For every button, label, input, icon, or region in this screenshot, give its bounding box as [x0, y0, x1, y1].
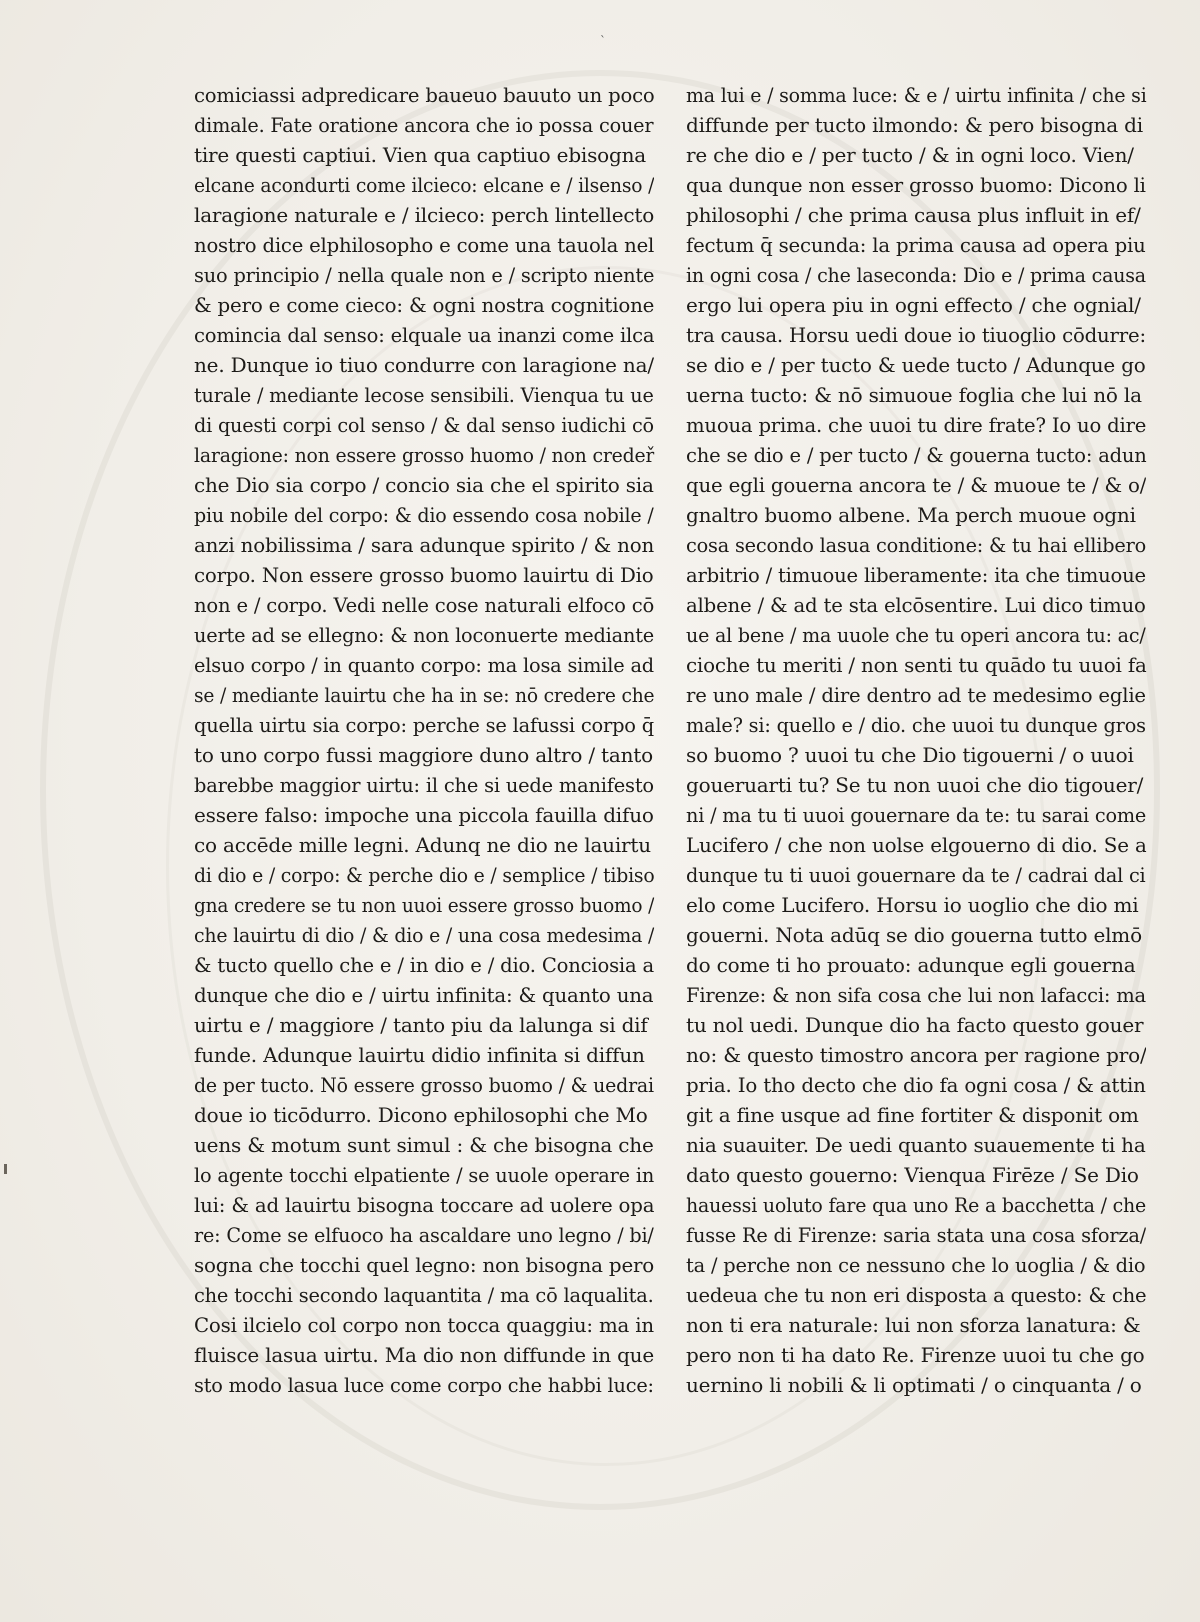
text-line: goueruarti tu? Se tu non uuoi che dio tigouer/: [686, 773, 1144, 797]
text-line: turale / mediante lecose sensibili. Vienqua tu ue: [194, 383, 654, 407]
text-line: ue al bene / ma uuole che tu operi ancora tu: ac/: [686, 623, 1146, 647]
text-line: che lauirtu di dio / & dio e / una cosa medesima /: [194, 923, 655, 947]
text-line: fectum q̄ secunda: la prima causa ad opera piu: [686, 233, 1146, 257]
text-line: anzi nobilissima / sara adunque spirito / & non: [194, 533, 654, 557]
text-line: che tocchi secondo laquantita / ma cō laqualita.: [194, 1283, 654, 1307]
text-line: hauessi uoluto fare qua uno Re a bacchetta / che: [686, 1193, 1147, 1217]
text-line: che se dio e / per tucto / & gouerna tucto: adun: [686, 443, 1147, 467]
text-line: tire questi captiui. Vien qua captiuo ebisogna: [194, 143, 647, 167]
text-line: dato questo gouerno: Vienqua Firēze / Se Dio: [686, 1163, 1139, 1187]
text-line: di questi corpi col senso / & dal senso iudichi cō: [194, 413, 654, 437]
text-line: piu nobile del corpo: & dio essendo cosa nobile /: [194, 503, 654, 527]
text-line: do come ti ho prouato: adunque egli gouerna: [686, 953, 1136, 977]
text-line: cioche tu meriti / non senti tu quādo tu uuoi fa: [686, 653, 1147, 677]
text-line: comiciassi adpredicare baueuo bauuto un poco: [194, 83, 655, 107]
text-line: qua dunque non esser grosso buomo: Dicono li: [686, 173, 1146, 197]
text-line: dunque tu ti uuoi gouernare da te / cadrai dal ci: [686, 863, 1146, 887]
text-line: se dio e / per tucto & uede tucto / Adunque go: [686, 353, 1146, 377]
text-line: corpo. Non essere grosso buomo lauirtu di Dio: [194, 563, 654, 587]
text-line: che Dio sia corpo / concio sia che el spirito sia: [194, 473, 654, 497]
text-line: uerte ad se ellegno: & non loconuerte mediante: [194, 623, 654, 647]
text-line: arbitrio / timuoue liberamente: ita che timuoue: [686, 563, 1146, 587]
text-line: sto modo lasua luce come corpo che habbi luce:: [194, 1373, 654, 1397]
text-line: ergo lui opera piu in ogni effecto / che ognial/: [686, 293, 1141, 317]
text-line: uens & motum sunt simul : & che bisogna che: [194, 1133, 654, 1157]
text-line: fluisce lasua uirtu. Ma dio non diffunde in que: [194, 1343, 654, 1367]
text-line: in ogni cosa / che laseconda: Dio e / prima causa: [686, 263, 1146, 287]
text-column-left: [194, 80, 654, 1400]
text-line: Lucifero / che non uolse elgouerno di dio. Se a: [686, 833, 1147, 857]
text-line: nia suauiter. De uedi quanto suauemente ti ha: [686, 1133, 1146, 1157]
text-line: dimale. Fate oratione ancora che io possa couer: [194, 113, 654, 137]
text-column-right: [686, 80, 1146, 1400]
text-line: diffunde per tucto ilmondo: & pero bisogna di: [686, 113, 1143, 137]
text-line: male? si: quello e / dio. che uuoi tu dunque gros: [686, 713, 1146, 737]
text-line: ma lui e / somma luce: & e / uirtu infinita / che si: [686, 83, 1147, 107]
text-line: se / mediante lauirtu che ha in se: nō credere che: [194, 683, 654, 707]
text-line: tra causa. Horsu uedi doue io tiuoglio cōdurre:: [686, 323, 1146, 347]
text-line: di dio e / corpo: & perche dio e / semplice / tibiso: [194, 863, 655, 887]
text-line: albene / & ad te sta elcōsentire. Lui dico timuo: [686, 593, 1146, 617]
text-line: laragione naturale e / ilcieco: perch lintellecto: [194, 203, 654, 227]
text-line: nostro dice elphilosopho e come una tauola nel: [194, 233, 655, 257]
text-line: gnaltro buomo albene. Ma perch muoue ogni: [686, 503, 1136, 527]
text-line: doue io ticōdurro. Dicono ephilosophi che Mo: [194, 1103, 648, 1127]
text-line: de per tucto. Nō essere grosso buomo / & uedrai: [194, 1073, 654, 1097]
text-line: git a fine usque ad fine fortiter & disponit om: [686, 1103, 1139, 1127]
text-line: tu nol uedi. Dunque dio ha facto questo gouer: [686, 1013, 1144, 1037]
text-line: ne. Dunque io tiuo condurre con laragione na/: [194, 353, 654, 377]
text-line: so buomo ? uuoi tu che Dio tigouerni / o uuoi: [686, 743, 1134, 767]
text-line: barebbe maggior uirtu: il che si uede manifesto: [194, 773, 654, 797]
text-line: comincia dal senso: elquale ua inanzi come ilca: [194, 323, 655, 347]
text-line: pria. Io tho decto che dio fa ogni cosa / & attin: [686, 1073, 1146, 1097]
text-line: Firenze: & non sifa cosa che lui non lafacci: ma: [686, 983, 1146, 1007]
text-line: Cosi ilcielo col corpo non tocca quaggiu: ma in: [194, 1313, 654, 1337]
text-line: gouerni. Nota adūq se dio gouerna tutto elmō: [686, 923, 1142, 947]
top-printer-mark: `: [600, 34, 606, 48]
text-line: philosophi / che prima causa plus influit in ef/: [686, 203, 1141, 227]
text-line: elcane acondurti come ilcieco: elcane e / ilsenso /: [194, 173, 655, 197]
text-line: que egli gouerna ancora te / & muoue te / & o/: [686, 473, 1146, 497]
text-line: re: Come se elfuoco ha ascaldare uno legno / bi/: [194, 1223, 654, 1247]
text-line: quella uirtu sia corpo: perche se lafussi corpo q̄: [194, 713, 654, 737]
text-line: cosa secondo lasua conditione: & tu hai ellibero: [686, 533, 1146, 557]
text-line: dunque che dio e / uirtu infinita: & quanto una: [194, 983, 654, 1007]
text-line: fusse Re di Firenze: saria stata una cosa sforza/: [686, 1223, 1146, 1247]
text-line: lui: & ad lauirtu bisogna toccare ad uolere opa: [194, 1193, 654, 1217]
text-line: & tucto quello che e / in dio e / dio. Conciosia a: [194, 953, 654, 977]
text-line: uerna tucto: & nō simuoue foglia che lui nō la: [686, 383, 1142, 407]
text-line: sogna che tocchi quel legno: non bisogna pero: [194, 1253, 655, 1277]
text-line: elsuo corpo / in quanto corpo: ma losa simile ad: [194, 653, 654, 677]
text-line: pero non ti ha dato Re. Firenze uuoi tu che go: [686, 1343, 1145, 1367]
text-line: to uno corpo fussi maggiore duno altro / tanto: [194, 743, 653, 767]
text-line: no: & questo timostro ancora per ragione pro/: [686, 1043, 1146, 1067]
text-line: non ti era naturale: lui non sforza lanatura: &: [686, 1313, 1141, 1337]
text-line: re uno male / dire dentro ad te medesimo eglie: [686, 683, 1146, 707]
margin-ink-mark: [4, 1164, 7, 1174]
text-line: co accēde mille legni. Adunq ne dio ne lauirtu: [194, 833, 651, 857]
text-line: ta / perche non ce nessuno che lo uoglia / & dio: [686, 1253, 1146, 1277]
text-line: ni / ma tu ti uuoi gouernare da te: tu sarai come: [686, 803, 1146, 827]
text-line: uernino li nobili & li optimati / o cinquanta / o: [686, 1373, 1142, 1397]
text-line: muoua prima. che uuoi tu dire frate? Io uo dire: [686, 413, 1147, 437]
text-line: suo principio / nella quale non e / scripto niente: [194, 263, 654, 287]
text-line: non e / corpo. Vedi nelle cose naturali elfoco cō: [194, 593, 655, 617]
text-line: essere falso: impoche una piccola fauilla difuo: [194, 803, 654, 827]
text-line: uedeua che tu non eri disposta a questo: & che: [686, 1283, 1147, 1307]
text-line: & pero e come cieco: & ogni nostra cognitione: [194, 293, 654, 317]
text-line: funde. Adunque lauirtu didio infinita si diffun: [194, 1043, 645, 1067]
text-line: uirtu e / maggiore / tanto piu da lalunga si dif: [194, 1013, 648, 1037]
text-line: elo come Lucifero. Horsu io uoglio che dio mi: [686, 893, 1139, 917]
text-line: gna credere se tu non uuoi essere grosso buomo /: [194, 893, 655, 917]
text-line: laragione: non essere grosso huomo / non credeř: [194, 443, 655, 467]
text-line: lo agente tocchi elpatiente / se uuole operare in: [194, 1163, 654, 1187]
text-line: re che dio e / per tucto / & in ogni loco. Vien/: [686, 143, 1134, 167]
